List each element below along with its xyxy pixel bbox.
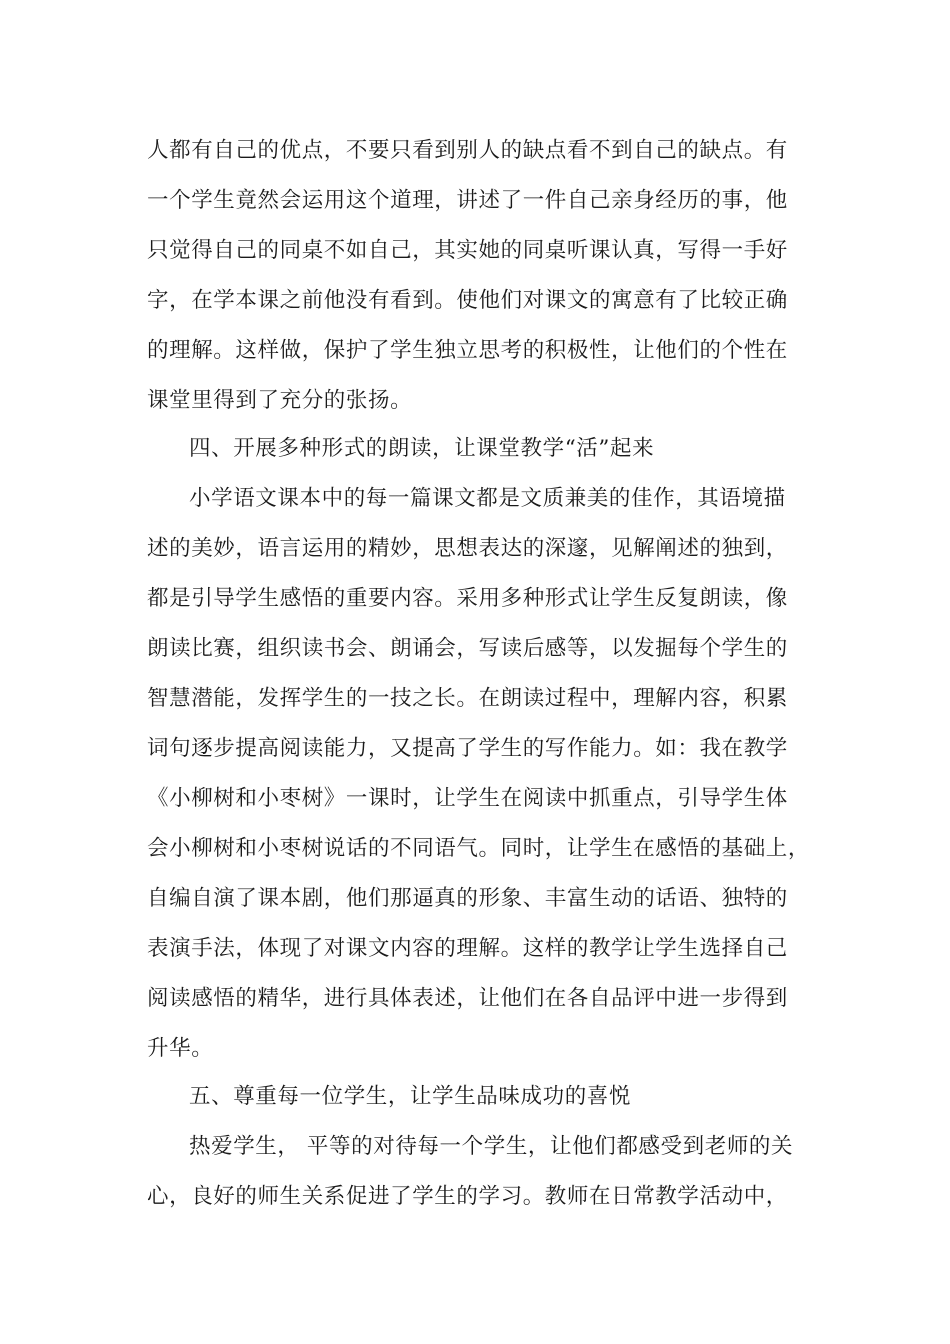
text-line: 小学语文课本中的每一篇课文都是文质兼美的佳作，其语境描 bbox=[189, 486, 786, 511]
text-line: 字，在学本课之前他没有看到。使他们对课文的寓意有了比较正确 bbox=[147, 288, 788, 313]
text-line: 只觉得自己的同桌不如自己，其实她的同桌听课认真，写得一手好 bbox=[147, 238, 788, 263]
text-line: 热爱学生， 平等的对待每一个学生，让他们都感受到老师的关 bbox=[189, 1134, 794, 1159]
text-line: 朗读比赛，组织读书会、朗诵会，写读后感等，以发掘每个学生的 bbox=[147, 636, 788, 661]
text-line: 都是引导学生感悟的重要内容。采用多种形式让学生反复朗读，像 bbox=[147, 586, 788, 611]
text-line: 一个学生竟然会运用这个道理，讲述了一件自己亲身经历的事，他 bbox=[147, 188, 788, 213]
text-line: 自编自演了课本剧，他们那逼真的形象、丰富生动的话语、独特的 bbox=[147, 886, 788, 911]
text-line: 的理解。这样做，保护了学生独立思考的积极性，让他们的个性在 bbox=[147, 338, 788, 363]
text-line: 课堂里得到了充分的张扬。 bbox=[147, 388, 413, 413]
text-line: 《小柳树和小枣树》一课时，让学生在阅读中抓重点，引导学生体 bbox=[147, 786, 788, 811]
text-line: 心，良好的师生关系促进了学生的学习。教师在日常教学活动中， bbox=[147, 1184, 788, 1209]
text-line: 述的美妙，语言运用的精妙，思想表达的深邃，见解阐述的独到， bbox=[147, 536, 788, 561]
text-line: 词句逐步提高阅读能力，又提高了学生的写作能力。如：我在教学 bbox=[147, 736, 788, 761]
section-heading: 四、开展多种形式的朗读，让课堂教学“活”起来 bbox=[189, 436, 655, 461]
text-line: 会小柳树和小枣树说话的不同语气。同时，让学生在感悟的基础上， bbox=[147, 836, 811, 861]
text-line: 智慧潜能，发挥学生的一技之长。在朗读过程中，理解内容，积累 bbox=[147, 686, 788, 711]
text-line: 表演手法，体现了对课文内容的理解。这样的教学让学生选择自己 bbox=[147, 936, 788, 961]
text-line: 阅读感悟的精华，进行具体表述，让他们在各自品评中进一步得到 bbox=[147, 986, 788, 1011]
text-line: 人都有自己的优点，不要只看到别人的缺点看不到自己的缺点。有 bbox=[147, 138, 788, 163]
text-line: 升华。 bbox=[147, 1036, 214, 1061]
section-heading: 五、尊重每一位学生，让学生品味成功的喜悦 bbox=[189, 1084, 632, 1109]
